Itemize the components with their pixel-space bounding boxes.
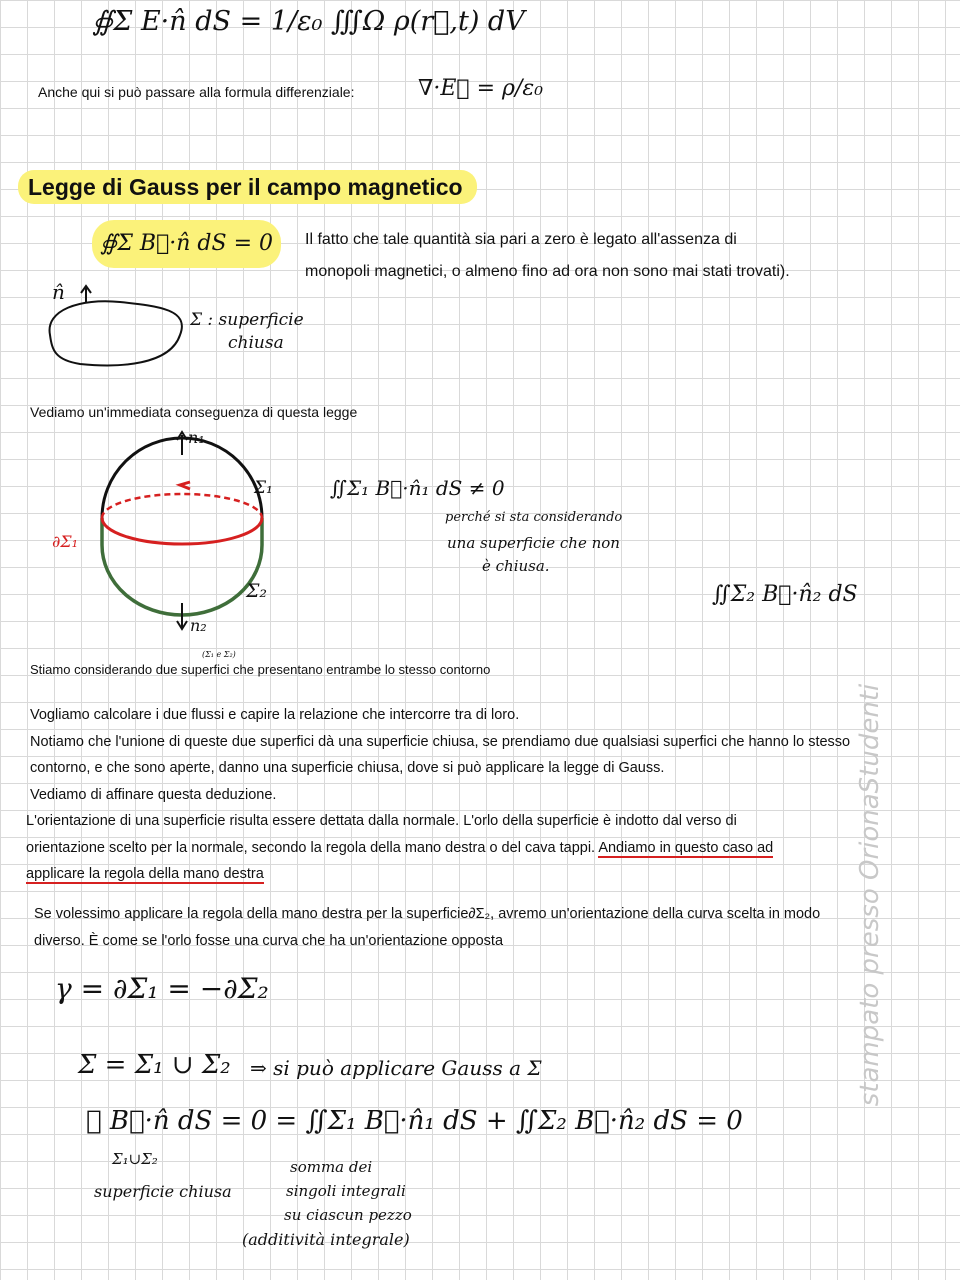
sphere-label-boundary: ∂Σ₁ <box>52 532 78 551</box>
flux1-note-line2: una superficie che non <box>447 534 620 552</box>
final-sub-union: Σ₁∪Σ₂ <box>112 1150 158 1168</box>
differential-intro: Anche qui si può passare alla formula differenziale: <box>38 84 355 100</box>
sphere-label-sigma2: Σ₂ <box>246 580 268 602</box>
union-formula: Σ = Σ₁ ∪ Σ₂ <box>78 1050 231 1080</box>
flux1-formula: ∬Σ₁ B⃗·n̂₁ dS ≠ 0 <box>330 476 505 500</box>
paragraph-line: Notiamo che l'unione di queste due superfici dà una superficie chiusa, se prendiamo due qualsiasi superfici che hanno lo stesso <box>30 733 851 750</box>
final-formula: ∯ B⃗·n̂ dS = 0 = ∬Σ₁ B⃗·n̂₁ dS + ∬Σ₂ B⃗·n̂₂ dS = 0 <box>86 1106 743 1136</box>
consequence-intro: Vediamo un'immediata conseguenza di questa legge <box>30 404 358 420</box>
sphere-diagram <box>40 425 300 640</box>
differential-formula: ∇·E⃗ = ρ/ε₀ <box>418 76 544 101</box>
paragraph-line: orientazione scelto per la normale, secondo la regola della mano destra o del cava tappi. <box>26 839 596 856</box>
watermark: stampato presso OrionaStudenti <box>855 683 885 1107</box>
sphere-label-sigma1: Σ₁ <box>254 478 273 498</box>
flux2-formula: ∬Σ₂ B⃗·n̂₂ dS <box>712 582 858 607</box>
paragraph-line: Vogliamo calcolare i due flussi e capire la relazione che intercorre tra di loro. <box>30 707 520 723</box>
paragraph-line: L'orientazione di una superficie risulta essere dettata dalla normale. L'orlo della superficie è indotto dal verso di <box>26 813 737 829</box>
two-surfaces-note: (Σ₁ e Σ₂) <box>202 650 236 659</box>
final-sum-note-4: (additività integrale) <box>242 1230 410 1249</box>
sphere-label-n2: n₂ <box>190 616 207 635</box>
paragraph-line: contorno, e che sono aperte, danno una superficie chiusa, dove si può applicare la legge di Gauss. <box>30 760 665 776</box>
section-title: Legge di Gauss per il campo magnetico <box>18 170 477 204</box>
final-sub-closed: superficie chiusa <box>94 1182 232 1201</box>
final-sum-note-2: singoli integrali <box>286 1182 406 1200</box>
union-note: ⇒ si può applicare Gauss a Σ <box>250 1056 542 1080</box>
paragraph-line-underlined <box>26 861 940 888</box>
gamma-formula: γ = ∂Σ₁ = −∂Σ₂ <box>55 972 269 1005</box>
closed-surface-sketch <box>40 280 330 380</box>
two-surfaces-text: Stiamo considerando due superfici che presentano entrambe lo stesso contorno <box>30 662 491 677</box>
final-sum-note-3: su ciascun pezzo <box>284 1206 412 1224</box>
right-hand-line1: Se volessimo applicare la regola della mano destra per la superficie∂Σ₂, avremo un'orientazione della curva scelta in modo <box>34 906 821 922</box>
right-hand-line2: diverso. È come se l'orlo fosse una curva che ha un'orientazione opposta <box>34 933 504 949</box>
gauss-b-formula: ∯Σ B⃗·n̂ dS = 0 <box>92 220 281 268</box>
sphere-label-n1: n₁ <box>188 428 205 447</box>
monopoles-text-line1: Il fatto che tale quantità sia pari a zero è legato all'assenza di <box>305 231 737 248</box>
closed-surface-label-1: Σ : superficie <box>190 310 304 330</box>
main-paragraph <box>26 702 940 888</box>
top-formula: ∯Σ E·n̂ dS = 1/ε₀ ∭Ω ρ(r⃗,t) dV <box>92 6 525 37</box>
underlined-part-2: applicare la regola della mano destra <box>26 866 264 882</box>
paragraph-line: Vediamo di affinare questa deduzione. <box>30 786 277 803</box>
paragraph-line-with-underline <box>26 835 940 862</box>
normal-label: n̂ <box>52 280 65 304</box>
flux1-note-line1: perché si sta considerando <box>445 510 623 525</box>
final-sum-note-1: somma dei <box>290 1158 373 1176</box>
monopoles-text-line2: monopoli magnetici, o almeno fino ad ora non sono mai stati trovati). <box>305 263 790 280</box>
underlined-part-1: Andiamo in questo caso ad <box>598 839 774 856</box>
closed-surface-label-2: chiusa <box>228 333 284 353</box>
flux1-note-line3: è chiusa. <box>482 557 550 575</box>
